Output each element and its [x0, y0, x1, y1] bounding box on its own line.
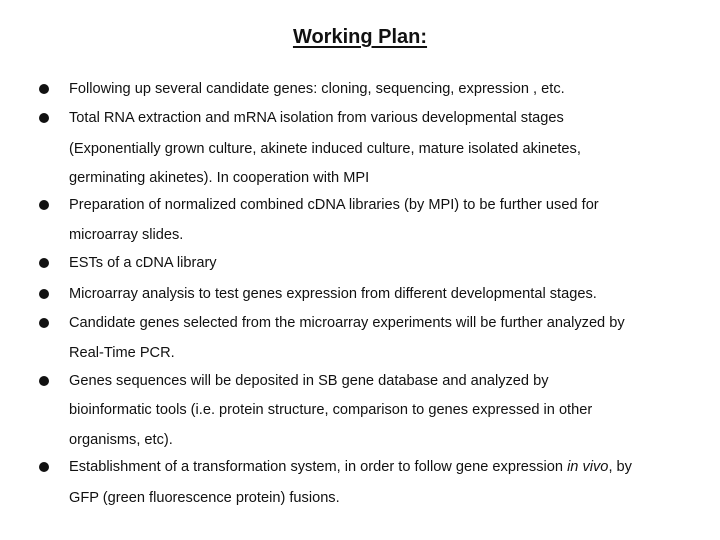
item-text: Total RNA extraction and mRNA isolation from various developmental stages	[69, 110, 564, 126]
bullet-icon	[39, 376, 49, 386]
item-text-part: , by	[608, 459, 632, 475]
item-text: (Exponentially grown culture, akinete induced culture, mature isolated akinetes,	[69, 141, 581, 157]
slide-title: Working Plan:	[292, 26, 428, 48]
bullet-icon	[39, 289, 49, 299]
item-text: bioinformatic tools (i.e. protein structure, comparison to genes expressed in other	[69, 402, 593, 418]
bullet-icon	[39, 258, 49, 268]
item-text: microarray slides.	[69, 227, 184, 243]
item-text	[69, 458, 632, 476]
item-text: germinating akinetes). In cooperation with MPI	[69, 170, 370, 186]
item-text: Following up several candidate genes: cloning, sequencing, expression , etc.	[69, 81, 565, 97]
bullet-icon	[39, 84, 49, 94]
bullet-icon	[39, 318, 49, 328]
bullet-icon	[39, 113, 49, 123]
item-text: Candidate genes selected from the microarray experiments will be further analyzed by	[69, 315, 625, 331]
item-text: organisms, etc).	[69, 432, 173, 448]
bullet-icon	[39, 462, 49, 472]
item-text: Real-Time PCR.	[69, 345, 175, 361]
item-text-part: Establishment of a transformation system, in order to follow gene expression	[69, 459, 568, 475]
item-text: Microarray analysis to test genes expression from different developmental stages.	[69, 286, 597, 302]
item-text: GFP (green fluorescence protein) fusions.	[69, 490, 340, 506]
bullet-icon	[39, 200, 49, 210]
item-text: ESTs of a cDNA library	[69, 255, 217, 271]
item-text: Preparation of normalized combined cDNA libraries (by MPI) to be further used for	[69, 197, 599, 213]
item-text: Genes sequences will be deposited in SB gene database and analyzed by	[69, 373, 549, 389]
item-text-italic: in vivo	[567, 459, 609, 475]
